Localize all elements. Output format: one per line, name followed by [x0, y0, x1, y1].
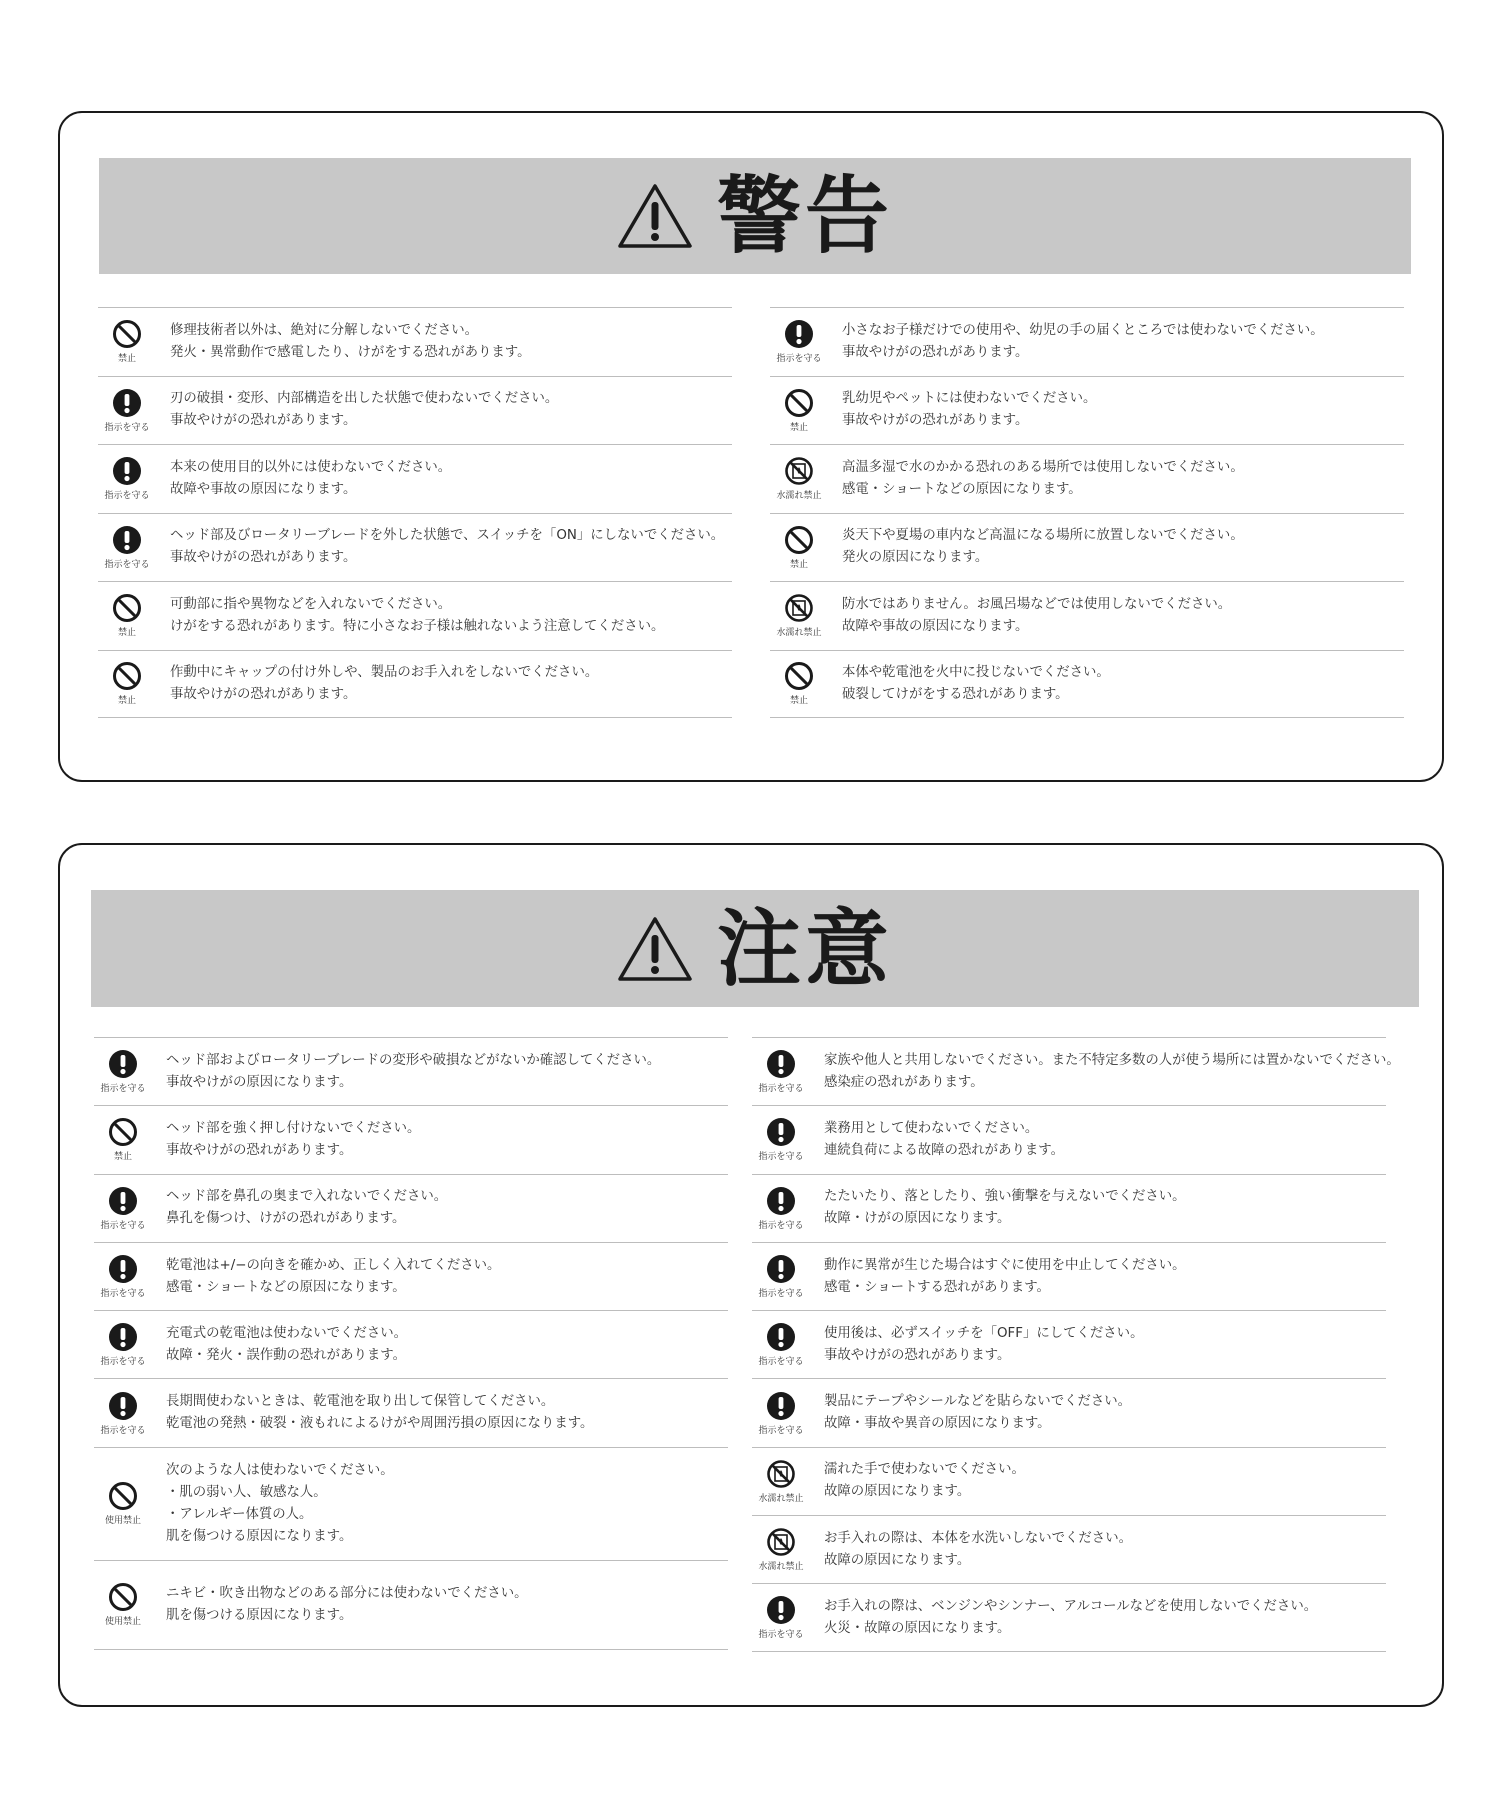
notice-icon-label: 指示を守る: [758, 1425, 804, 1436]
notice-icon-label: 指示を守る: [104, 559, 150, 570]
notice-text-line: 次のような人は使わないでください。: [166, 1462, 394, 1478]
notice-text-line: 火災・故障の原因になります。: [824, 1620, 1011, 1636]
notice-icon-cell: [770, 593, 828, 638]
notice-icon-cell: [752, 1254, 810, 1299]
notice-text-line: ・アレルギー体質の人。: [166, 1506, 313, 1522]
warning-banner: [99, 158, 1411, 274]
notice-text: [170, 320, 530, 364]
notice-icon-label: 指示を守る: [100, 1220, 146, 1231]
mandatory-action-icon: [108, 1391, 138, 1421]
notice-text: [824, 1459, 1025, 1503]
notice-row: [98, 307, 732, 376]
notice-text-line: 故障・発火・誤作動の恐れがあります。: [166, 1347, 406, 1363]
notice-icon-cell: [770, 661, 828, 706]
notice-icon-label: 禁止: [117, 354, 136, 365]
notice-icon-label: 指示を守る: [758, 1084, 804, 1095]
notice-row: [770, 581, 1404, 650]
notice-row: [752, 1447, 1386, 1515]
notice-text-line: 本来の使用目的以外には使わないでください。: [170, 459, 452, 475]
notice-text: [824, 1323, 1143, 1367]
notice-icon-cell: [752, 1186, 810, 1231]
notice-icon-cell: [94, 1322, 152, 1367]
notice-row: [94, 1378, 728, 1446]
notice-text-line: けがをする恐れがあります。特に小さなお子様は触れないよう注意してください。: [170, 618, 665, 634]
notice-row: [770, 513, 1404, 582]
notice-text: [824, 1050, 1400, 1094]
no-water-icon: [766, 1527, 796, 1557]
notice-icon-label: 禁止: [789, 422, 808, 433]
notice-text-line: ヘッド部およびロータリーブレードの変形や破損などがないか確認してください。: [166, 1052, 661, 1068]
mandatory-action-icon: [766, 1186, 796, 1216]
notice-text: [842, 388, 1096, 432]
mandatory-action-icon: [108, 1049, 138, 1079]
notice-text: [170, 662, 598, 706]
notice-text-line: 小さなお子様だけでの使用や、幼児の手の届くところでは使わないでください。: [842, 322, 1324, 338]
notice-row: [770, 376, 1404, 445]
notice-text: [842, 594, 1231, 638]
notice-text: [166, 1186, 447, 1230]
notice-icon-label: 水濡れ禁止: [758, 1562, 804, 1573]
prohibition-icon: [112, 319, 142, 349]
prohibition-icon: [108, 1582, 138, 1612]
mandatory-action-icon: [108, 1186, 138, 1216]
notice-text-line: 濡れた手で使わないでください。: [824, 1462, 1025, 1478]
notice-row: [94, 1242, 728, 1310]
notice-text-line: 故障や事故の原因になります。: [842, 618, 1029, 634]
prohibition-icon: [112, 661, 142, 691]
notice-row: [98, 513, 732, 582]
notice-text-line: 故障の原因になります。: [824, 1484, 971, 1500]
notice-icon-cell: [752, 1391, 810, 1436]
notice-text-line: 充電式の乾電池は使わないでください。: [166, 1325, 408, 1341]
notice-text-line: たたいたり、落としたり、強い衝撃を与えないでください。: [824, 1189, 1186, 1205]
notice-icon-label: 指示を守る: [758, 1289, 804, 1300]
notice-text-line: 故障の原因になります。: [824, 1552, 971, 1568]
notice-row: [752, 1174, 1386, 1242]
notice-text: [170, 388, 558, 432]
notice-text: [824, 1596, 1317, 1640]
notice-icon-label: 禁止: [789, 696, 808, 707]
notice-text: [824, 1391, 1131, 1435]
notice-icon-label: 指示を守る: [104, 491, 150, 502]
notice-icon-cell: [770, 525, 828, 570]
notice-icon-label: 指示を守る: [100, 1425, 146, 1436]
notice-text: [824, 1255, 1186, 1299]
notice-text-line: 修理技術者以外は、絶対に分解しないでください。: [170, 322, 478, 338]
notice-text: [842, 457, 1244, 501]
notice-text: [824, 1186, 1186, 1230]
notice-icon-label: 水濡れ禁止: [776, 628, 822, 639]
notice-text-line: 乳幼児やペットには使わないでください。: [842, 391, 1097, 407]
prohibition-icon: [112, 593, 142, 623]
prohibition-icon: [784, 525, 814, 555]
notice-text: [166, 1323, 407, 1367]
notice-icon-label: 禁止: [789, 559, 808, 570]
notice-icon-cell: [94, 1049, 152, 1094]
notice-text-line: 連続負荷による故障の恐れがあります。: [824, 1142, 1064, 1158]
caution-banner: [91, 890, 1419, 1007]
notice-text-line: 炎天下や夏場の車内など高温になる場所に放置しないでください。: [842, 528, 1244, 544]
notice-text: [824, 1528, 1132, 1572]
notice-icon-cell: [94, 1254, 152, 1299]
notice-text-line: 鼻孔を傷つけ、けがの恐れがあります。: [166, 1211, 406, 1227]
notice-icon-cell: [770, 319, 828, 364]
notice-text-line: 故障や事故の原因になります。: [170, 481, 357, 497]
notice-text-line: お手入れの際は、ベンジンやシンナー、アルコールなどを使用しないでください。: [824, 1598, 1318, 1614]
warning-title: 警告: [716, 167, 893, 265]
notice-icon-cell: [752, 1527, 810, 1572]
mandatory-action-icon: [784, 319, 814, 349]
notice-text-line: 感電・ショートなどの原因になります。: [166, 1279, 406, 1295]
notice-text-line: 事故やけがの恐れがあります。: [842, 413, 1029, 429]
notice-text-line: 感電・ショートする恐れがあります。: [824, 1279, 1050, 1295]
warning-list-right: [770, 307, 1404, 718]
notice-text-line: 事故やけがの恐れがあります。: [842, 344, 1029, 360]
notice-icon-label: 指示を守る: [100, 1289, 146, 1300]
notice-text-line: 本体や乾電池を火中に投じないでください。: [842, 664, 1110, 680]
notice-row: [94, 1447, 728, 1560]
notice-text: [166, 1391, 593, 1435]
notice-icon-cell: [94, 1391, 152, 1436]
notice-text-line: お手入れの際は、本体を水洗いしないでください。: [824, 1530, 1132, 1546]
mandatory-action-icon: [108, 1322, 138, 1352]
notice-row: [770, 307, 1404, 376]
notice-text-line: 事故やけがの恐れがあります。: [166, 1142, 353, 1158]
notice-row: [752, 1037, 1400, 1105]
notice-text: [842, 525, 1244, 569]
notice-icon-label: 使用禁止: [104, 1516, 141, 1527]
notice-text-line: 家族や他人と共用しないでください。また不特定多数の人が使う場所には置かないでください。: [824, 1052, 1400, 1068]
notice-text-line: 肌を傷つける原因になります。: [166, 1607, 353, 1623]
notice-text: [824, 1118, 1064, 1162]
notice-icon-cell: [98, 456, 156, 501]
notice-icon-cell: [752, 1117, 810, 1162]
notice-icon-label: 指示を守る: [776, 354, 822, 365]
notice-row: [98, 581, 732, 650]
caution-panel: [58, 843, 1444, 1707]
notice-text-line: 感染症の恐れがあります。: [824, 1074, 984, 1090]
prohibition-icon: [784, 661, 814, 691]
prohibition-icon: [108, 1117, 138, 1147]
notice-icon-label: 指示を守る: [758, 1152, 804, 1163]
notice-row: [752, 1378, 1386, 1446]
notice-text-line: 事故やけがの恐れがあります。: [824, 1347, 1011, 1363]
notice-row: [94, 1174, 728, 1242]
notice-icon-cell: [94, 1481, 152, 1526]
notice-text-line: 高温多湿で水のかかる恐れのある場所では使用しないでください。: [842, 459, 1244, 475]
notice-text: [842, 662, 1110, 706]
notice-text-line: 故障・事故や異音の原因になります。: [824, 1416, 1051, 1432]
notice-text-line: 発火の原因になります。: [842, 550, 989, 566]
mandatory-action-icon: [766, 1391, 796, 1421]
notice-icon-label: 水濡れ禁止: [758, 1493, 804, 1504]
notice-text-line: ヘッド部及びロータリーブレードを外した状態で、スイッチを「ON」にしないでください。: [170, 528, 725, 544]
mandatory-action-icon: [766, 1117, 796, 1147]
notice-text-line: 使用後は、必ずスイッチを「OFF」にしてください。: [824, 1325, 1144, 1341]
notice-icon-cell: [98, 319, 156, 364]
notice-icon-cell: [98, 593, 156, 638]
notice-text-line: 事故やけがの恐れがあります。: [170, 686, 357, 702]
notice-icon-cell: [752, 1322, 810, 1367]
notice-icon-cell: [94, 1186, 152, 1231]
notice-row: [770, 650, 1404, 719]
notice-icon-cell: [98, 525, 156, 570]
notice-text-line: 事故やけがの恐れがあります。: [170, 413, 357, 429]
notice-row: [94, 1105, 728, 1173]
notice-row: [752, 1583, 1386, 1651]
mandatory-action-icon: [766, 1595, 796, 1625]
notice-icon-cell: [94, 1117, 152, 1162]
notice-text-line: 事故やけがの恐れがあります。: [170, 550, 357, 566]
notice-text: [842, 320, 1324, 364]
caution-list-left: [94, 1037, 728, 1650]
prohibition-icon: [108, 1481, 138, 1511]
notice-row: [98, 444, 732, 513]
mandatory-action-icon: [112, 525, 142, 555]
notice-text-line: ヘッド部を鼻孔の奥まで入れないでください。: [166, 1189, 448, 1205]
notice-icon-label: 水濡れ禁止: [776, 491, 822, 502]
notice-text-line: 破裂してけがをする恐れがあります。: [842, 686, 1069, 702]
no-water-icon: [784, 456, 814, 486]
notice-text-line: 感電・ショートなどの原因になります。: [842, 481, 1082, 497]
notice-row: [752, 1242, 1386, 1310]
notice-text: [166, 1050, 660, 1094]
notice-icon-label: 指示を守る: [758, 1630, 804, 1641]
notice-text-line: 防水ではありません。お風呂場などでは使用しないでください。: [842, 596, 1232, 612]
warning-panel: [58, 111, 1444, 782]
notice-text-line: 動作に異常が生じた場合はすぐに使用を中止してください。: [824, 1257, 1186, 1273]
notice-text: [170, 594, 664, 638]
notice-text-line: 刃の破損・変形、内部構造を出した状態で使わないでください。: [170, 391, 559, 407]
notice-icon-label: 指示を守る: [100, 1084, 146, 1095]
notice-icon-label: 禁止: [117, 628, 136, 639]
notice-text-line: 発火・異常動作で感電したり、けがをする恐れがあります。: [170, 344, 531, 360]
notice-row: [98, 376, 732, 445]
notice-text: [166, 1118, 420, 1162]
notice-icon-label: 禁止: [113, 1152, 132, 1163]
mandatory-action-icon: [766, 1322, 796, 1352]
mandatory-action-icon: [766, 1049, 796, 1079]
notice-text: [166, 1255, 500, 1299]
warning-triangle-icon: [617, 915, 693, 983]
notice-text-line: 作動中にキャップの付け外しや、製品のお手入れをしないでください。: [170, 664, 599, 680]
notice-icon-label: 禁止: [117, 696, 136, 707]
mandatory-action-icon: [112, 456, 142, 486]
warning-list-left: [98, 307, 732, 718]
notice-row: [94, 1310, 728, 1378]
notice-row: [752, 1310, 1386, 1378]
notice-row: [752, 1105, 1386, 1173]
notice-text: [166, 1460, 394, 1548]
notice-text-line: ・肌の弱い人、敏感な人。: [166, 1484, 327, 1500]
notice-icon-label: 使用禁止: [104, 1617, 141, 1628]
notice-text-line: 事故やけがの原因になります。: [166, 1074, 353, 1090]
caution-title: 注意: [716, 899, 893, 998]
notice-icon-cell: [98, 661, 156, 706]
notice-text: [166, 1583, 528, 1627]
notice-icon-cell: [752, 1049, 810, 1094]
notice-text-line: 故障・けがの原因になります。: [824, 1211, 1011, 1227]
notice-icon-cell: [770, 456, 828, 501]
caution-list-right: [752, 1037, 1400, 1652]
notice-row: [94, 1037, 728, 1105]
no-water-icon: [784, 593, 814, 623]
notice-text-line: 可動部に指や異物などを入れないでください。: [170, 596, 452, 612]
notice-text-line: 肌を傷つける原因になります。: [166, 1528, 353, 1544]
notice-row: [770, 444, 1404, 513]
prohibition-icon: [784, 388, 814, 418]
notice-row: [98, 650, 732, 719]
notice-icon-label: 指示を守る: [104, 422, 150, 433]
notice-icon-cell: [770, 388, 828, 433]
warning-triangle-icon: [617, 182, 693, 250]
notice-text-line: 長期間使わないときは、乾電池を取り出して保管してください。: [166, 1394, 555, 1410]
mandatory-action-icon: [108, 1254, 138, 1284]
notice-text-line: ニキビ・吹き出物などのある部分には使わないでください。: [166, 1585, 528, 1601]
notice-text-line: ヘッド部を強く押し付けないでください。: [166, 1120, 421, 1136]
no-water-icon: [766, 1459, 796, 1489]
notice-icon-label: 指示を守る: [100, 1357, 146, 1368]
notice-text: [170, 457, 451, 501]
notice-text-line: 業務用として使わないでください。: [824, 1120, 1039, 1136]
notice-text-line: 乾電池は+/−の向きを確かめ、正しく入れてください。: [166, 1257, 501, 1273]
notice-icon-cell: [752, 1595, 810, 1640]
notice-icon-cell: [98, 388, 156, 433]
notice-row: [94, 1560, 728, 1650]
notice-icon-label: 指示を守る: [758, 1357, 804, 1368]
notice-text: [170, 525, 724, 569]
notice-icon-cell: [94, 1582, 152, 1627]
notice-icon-label: 指示を守る: [758, 1220, 804, 1231]
notice-text-line: 乾電池の発熱・破裂・液もれによるけがや周囲汚損の原因になります。: [166, 1416, 594, 1432]
notice-text-line: 製品にテープやシールなどを貼らないでください。: [824, 1394, 1132, 1410]
notice-icon-cell: [752, 1459, 810, 1504]
notice-row: [752, 1515, 1386, 1583]
mandatory-action-icon: [766, 1254, 796, 1284]
mandatory-action-icon: [112, 388, 142, 418]
